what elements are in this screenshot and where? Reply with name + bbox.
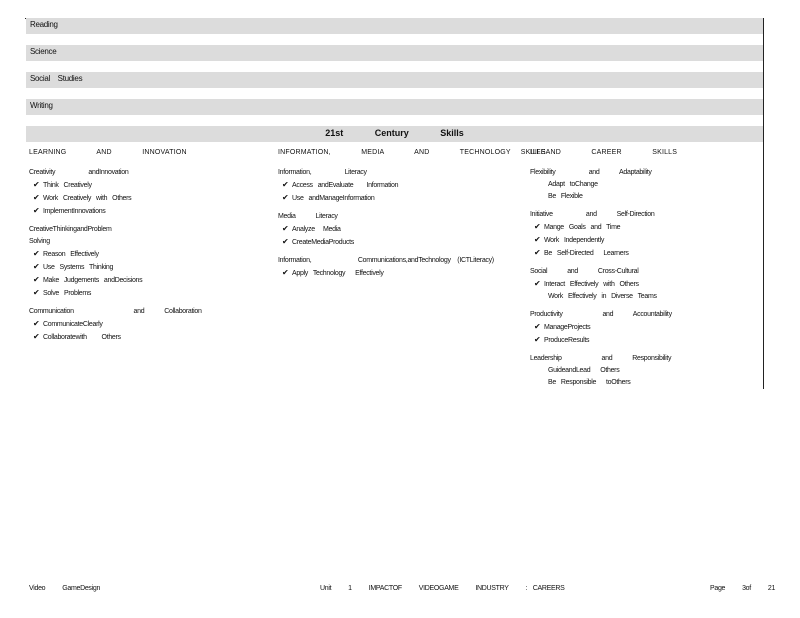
check-icon: ✔ [282, 193, 289, 202]
skill-item-label: Mange Goals and Time [544, 224, 621, 231]
skill-item-label: ImplementInnovations [43, 208, 106, 215]
skill-item [530, 291, 760, 303]
check-icon: ✔ [534, 335, 541, 344]
skill-item-label: ProduceResults [544, 337, 590, 344]
skill-item-label: Analyze Media [292, 226, 341, 233]
skill-item [278, 179, 518, 192]
skill-item-label: ManageProjects [544, 324, 591, 331]
skill-group [530, 309, 760, 347]
skill-item-label: GuideandLead Others [548, 367, 620, 374]
skill-item-label: Work Effectively in Diverse Teams [548, 293, 657, 300]
skill-item-label: Use Systems Thinking [43, 264, 114, 271]
skill-item [29, 261, 269, 274]
skill-item [530, 179, 760, 191]
skill-group [278, 211, 518, 249]
skill-item [530, 365, 760, 377]
skill-group [530, 266, 760, 303]
skill-item-label: Collaboratewith Others [43, 334, 121, 341]
skill-group-title: Information, Communications,andTechnology (ICTLiteracy) [278, 257, 494, 264]
skills-title: 21st Century Skills [325, 128, 464, 138]
check-icon: ✔ [33, 262, 40, 271]
skill-item-label: Make Judgements andDecisions [43, 277, 143, 284]
skill-item-label: Apply Technology Effectively [292, 270, 384, 277]
subject-band-writing [26, 99, 763, 115]
skill-item [530, 247, 760, 260]
column-heading: INFORMATION, MEDIA AND TECHNOLOGY SKILLS [278, 149, 546, 156]
footer-course: Video GameDesign [29, 585, 101, 592]
subject-label: Writing [30, 101, 53, 110]
skill-item [530, 334, 760, 347]
skill-item [530, 191, 760, 203]
skill-item-label: Work Independently [544, 237, 605, 244]
skill-item-label: Reason Effectively [43, 251, 99, 258]
skill-item-label: Be Flexible [548, 193, 583, 200]
skill-group-title: Leadership and Responsibility [530, 355, 672, 362]
check-icon: ✔ [33, 249, 40, 258]
skill-item [29, 248, 269, 261]
skill-group [29, 167, 269, 218]
subject-label: Social Studies [30, 74, 83, 83]
subject-band-science [26, 45, 763, 61]
skill-group [278, 255, 518, 280]
skill-item-label: Interact Effectively with Others [544, 281, 639, 288]
skill-item [530, 221, 760, 234]
skill-group-title: Information, Literacy [278, 169, 367, 176]
check-icon: ✔ [33, 193, 40, 202]
skill-item-label: Think Creatively [43, 182, 92, 189]
skill-group-title: Communication and Collaboration [29, 308, 202, 315]
check-icon: ✔ [534, 248, 541, 257]
skill-item [530, 377, 760, 389]
footer-unit: Unit 1 IMPACTOF VIDEOGAME INDUSTRY : CAREERS [320, 585, 565, 592]
skills-title-band [26, 126, 763, 142]
check-icon: ✔ [534, 235, 541, 244]
skill-item [29, 205, 269, 218]
check-icon: ✔ [534, 279, 541, 288]
subject-label: Science [30, 47, 57, 56]
column-heading: LEARNING AND INNOVATION [29, 149, 187, 156]
skill-item [29, 179, 269, 192]
column-heading: LIFEAND CAREER SKILLS [530, 149, 678, 156]
skill-group [278, 167, 518, 205]
skill-item [530, 234, 760, 247]
check-icon: ✔ [534, 322, 541, 331]
check-icon: ✔ [282, 268, 289, 277]
check-icon: ✔ [282, 224, 289, 233]
check-icon: ✔ [282, 180, 289, 189]
skill-item-label: Use andManageInformation [292, 195, 375, 202]
check-icon: ✔ [33, 332, 40, 341]
skill-group-title: Productivity and Accountability [530, 311, 672, 318]
skill-group [530, 353, 760, 389]
subject-label: Reading [30, 20, 58, 29]
skill-item [29, 274, 269, 287]
skill-group-title: Initiative and Self-Direction [530, 211, 655, 218]
skill-item-label: Access andEvaluate Information [292, 182, 399, 189]
skill-item-label: Work Creatively with Others [43, 195, 132, 202]
skill-group-title: Social and Cross-Cultural [530, 268, 639, 275]
skill-item-label: Adapt toChange [548, 181, 598, 188]
skills-column-life-career [530, 147, 760, 395]
skill-item-label: CreateMediaProducts [292, 239, 354, 246]
skill-item [530, 278, 760, 291]
footer-page-number: Page 3of 21 [710, 585, 776, 592]
skill-group-title: CreativeThinkingandProblem Solving [29, 226, 252, 245]
skill-item-label: Solve Problems [43, 290, 92, 297]
skill-item [278, 223, 518, 236]
skill-item [278, 192, 518, 205]
skill-item-label: Be Self-Directed Learners [544, 250, 629, 257]
skill-group [530, 167, 760, 203]
skills-column-information [278, 147, 546, 286]
skill-item [278, 267, 518, 280]
skill-item [29, 331, 269, 344]
skill-group-title: Creativity andInnovation [29, 169, 129, 176]
skill-item-label: Be Responsible toOthers [548, 379, 631, 386]
skill-item [530, 321, 760, 334]
check-icon: ✔ [534, 222, 541, 231]
skills-column-learning [29, 147, 269, 350]
skill-group [29, 224, 269, 300]
skill-group-title: Flexibility and Adaptability [530, 169, 652, 176]
check-icon: ✔ [33, 275, 40, 284]
skill-item-label: CommunicateClearly [43, 321, 103, 328]
skill-group [530, 209, 760, 260]
check-icon: ✔ [33, 319, 40, 328]
skill-item [29, 287, 269, 300]
skill-group [29, 306, 269, 344]
skill-item [29, 192, 269, 205]
check-icon: ✔ [33, 206, 40, 215]
check-icon: ✔ [282, 237, 289, 246]
check-icon: ✔ [33, 288, 40, 297]
skill-group-title: Media Literacy [278, 213, 338, 220]
skill-item [278, 236, 518, 249]
check-icon: ✔ [33, 180, 40, 189]
subject-band-reading [26, 18, 763, 34]
skill-item [29, 318, 269, 331]
subject-band-social-studies [26, 72, 763, 88]
